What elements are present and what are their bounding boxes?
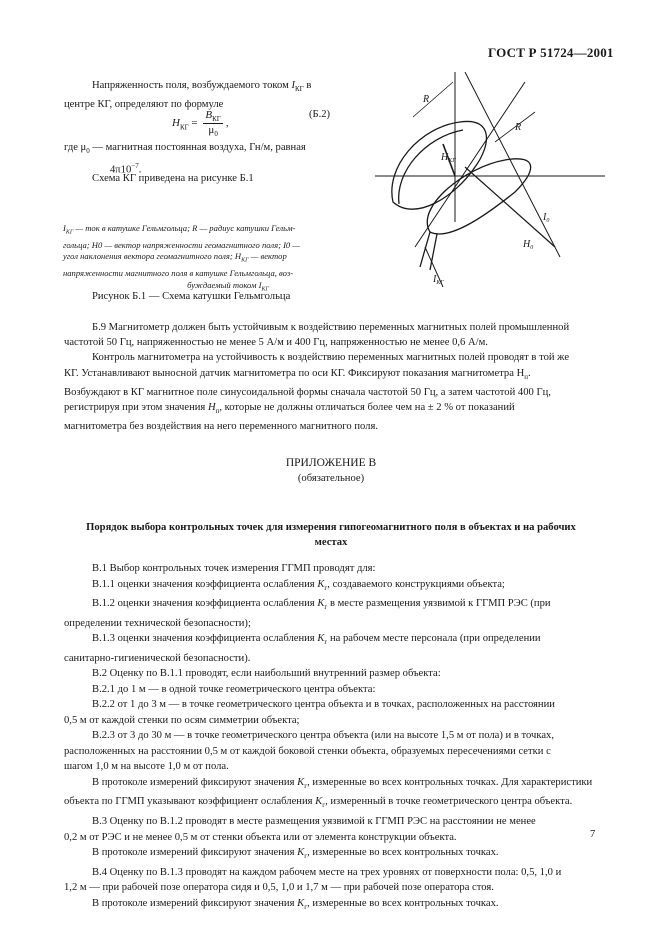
formula-b2: $H_{КГ}$ = $\frac{B_{КГ}}{\mu_0}$ , (172, 109, 229, 139)
appendix-body: В.1 Выбор контрольных точек измерения ГГМП проводят для: В.1.1 оценки значения коэффициента ослабления $K_г$, создаваемого конструкциями объекта; В.1.2 оценки значения коэффициента ослабления $K_г$ в месте размещения уязвимой к ГГМП РЭС (при определении технической безопасности); В.1.3 оценки значения коэффициента ослабления $K_г$ на рабочем месте персонала (при определении санитарно-гигиенической безопасности). В.2 Оценку по В.1.1 проводят, если наибольший внутренний размер объекта: В.2.1 до 1 м — в одной точке геометрического центра объекта: В.2.2 от 1 до 3 м — в точке геометрического центра объекта и в точках, расположенных на расстоянии 0,5 м от каждой стенки по осям симметрии объекта; В.2.3 от 3 до 30 м — в точке геометрического центра объекта (или на высоте 1,5 м от пола) и в точках, расположенных на расстоянии 0,5 м от каждой боковой стенки объекта, образуемых пересечениями сетки с шагом 1,0 м на высоте 1,0 м от пола. В протоколе измерений фиксируют значения $K_г$, измеренные во всех контрольных точках. Для характеристики объекта по ГГМП указывают коэффициент ослабления $K_г$, измеренный в точке геометрического центра объекта. В.3 Оценку по В.1.2 проводят в месте размещения уязвимой к ГГМП РЭС на расстоянии не менее 0,2 м от РЭС и не менее 0,5 м от стенки объекта или от элемента конструкции объекта. В протоколе измерений фиксируют значения $K_г$, измеренные во всех контрольных точках. В.4 Оценку по В.1.3 проводят на каждом рабочем месте на трех уровнях от поверхности пола: 0,5, 1,0 и 1,2 м — при рабочей позе оператора сидя и 0,5, 1,0 и 1,7 м — при рабочей позе оператора стоя. В протоколе измерений фиксируют значения $K_г$, измеренные во всех контрольных точках. (64, 563, 593, 911)
standard-number: ГОСТ Р 51724—2001 (488, 45, 614, 60)
appendix-heading: Порядок выбора контрольных точек для измерения гипогеомагнитного поля в объектах и на рабочих местах (86, 522, 576, 549)
figure-legend: $I_{КГ}$ — ток в катушке Гельмгольца; R — радиус катушки Гельм- гольца; H0 — вектор напряженности геомагнитного поля; I0 — угол наклонения вектора геомагнитного поля; $H_{КГ}$ — вектор напряженности магнитного поля в катушке Гельмгольца, воз- буждаемый током $I_{КГ}$ (63, 223, 301, 293)
label-hkg: $H_{КГ}$ (441, 152, 456, 164)
scheme-reference: Схема КГ приведена на рисунке Б.1 (92, 173, 254, 184)
section-b9: Б.9 Магнитометр должен быть устойчивым к воздействию переменных магнитных полей промышленной частотой 50 Гц, напряженностью не менее 5 А/м и 400 Гц, напряженностью не менее 0,6 А/м. Контроль магнитометра на устойчивость к воздействию переменных магнитных полей проводят в той же КГ. Устанавливают выносной датчик магнитометра по оси КГ. Фиксируют показания магнитометра $H_п$. Возбуждают в КГ магнитное поле синусоидальной формы сначала частотой 50 Гц, а затем частотой 400 Гц, регистрируя при этом значения $H_п$, которые не должны отличаться более чем на ± 2 % от показаний магнитометра без воздействия на него переменного магнитного поля. (64, 322, 570, 433)
label-radius-2: R (515, 122, 522, 133)
where-clause: где $\mu_0$ — магнитная постоянная воздуха, Гн/м, равная $4\pi 10^{-7}$. (64, 142, 306, 176)
label-ikg: $I_{КГ}$ (433, 274, 444, 286)
figure-caption: Рисунок Б.1 — Схема катушки Гельмгольца (92, 291, 291, 302)
label-radius-1: R (423, 94, 430, 105)
helmholtz-coil-diagram (375, 72, 605, 302)
page-number: 7 (590, 829, 596, 840)
appendix-title: ПРИЛОЖЕНИЕ В (обязательное) (285, 457, 377, 485)
intro-paragraph: Напряженность поля, возбуждаемого током $I_{КГ}$ в центре КГ, определяют по формуле (64, 80, 312, 111)
label-h0: $H_0$ (523, 239, 534, 251)
formula-number: (Б.2) (309, 109, 331, 120)
label-i0: $I_0$ (543, 212, 550, 224)
